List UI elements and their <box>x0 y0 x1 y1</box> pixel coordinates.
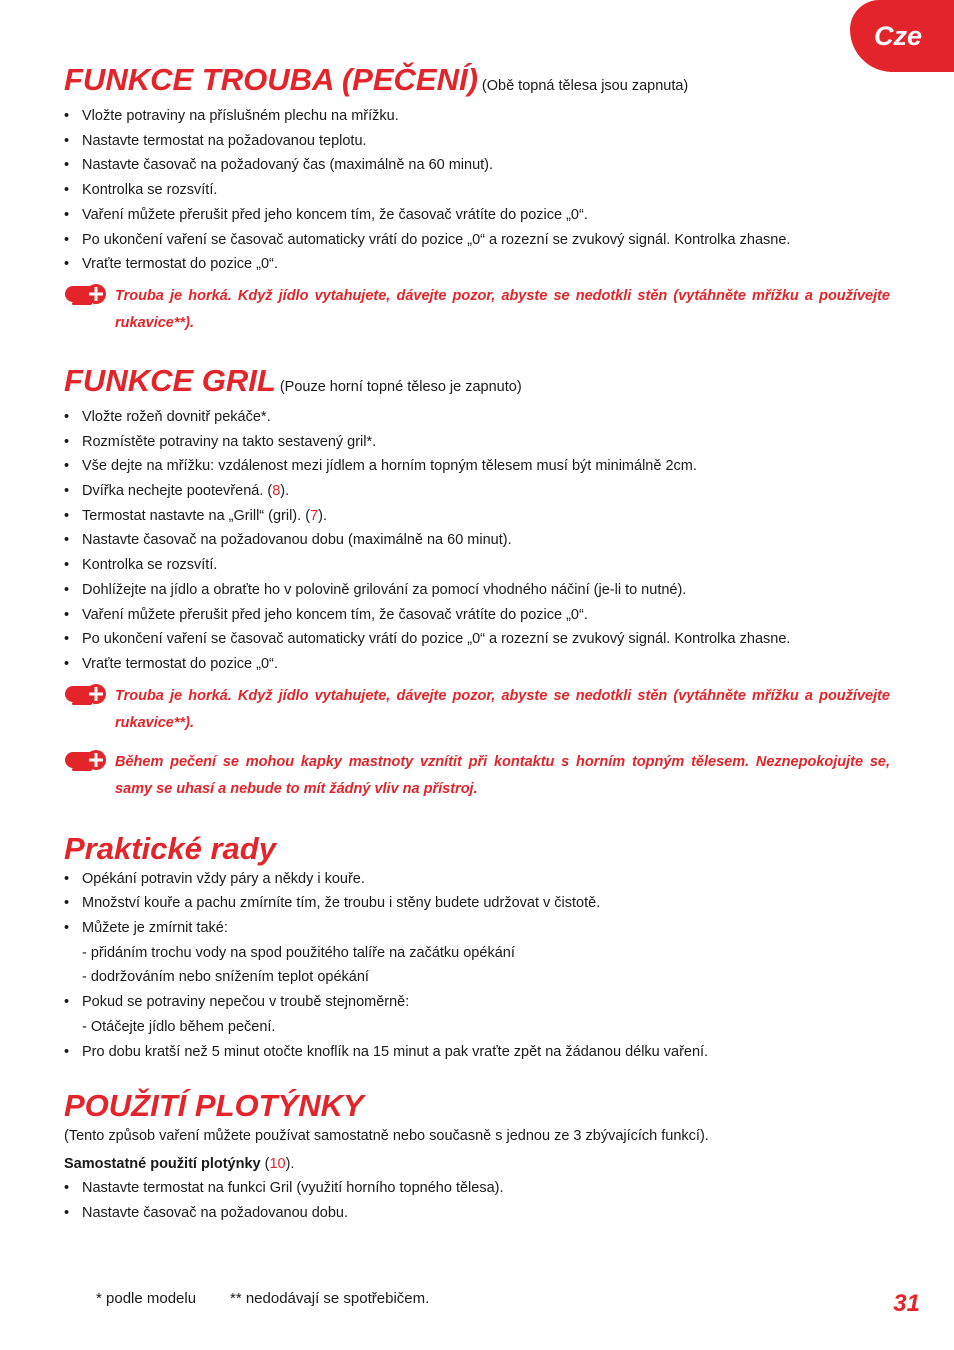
section-hotplate-list <box>64 1176 890 1225</box>
list-item: • Rozmístěte potraviny na takto sestavený gril*. <box>64 430 890 455</box>
section-hotplate-label <box>64 1152 890 1176</box>
footnote-supplied: ** nedodávají se spotřebičem. <box>230 1290 430 1307</box>
language-label: Cze <box>874 20 923 51</box>
section-oven-list <box>64 104 890 277</box>
section-tips-list <box>64 867 890 1065</box>
figure-ref: 10 <box>269 1156 286 1173</box>
list-item: • Vraťte termostat do pozice „0“. <box>64 652 890 677</box>
list-item: • Můžete je zmírnit také: <box>64 916 890 941</box>
page-number: 31 <box>893 1290 920 1317</box>
section-oven-title <box>64 62 890 104</box>
list-item: • Množství kouře a pachu zmírníte tím, že troubu i stěny budete udržovat v čistotě. <box>64 891 890 916</box>
list-item: • Opékání potravin vždy páry a někdy i kouře. <box>64 867 890 892</box>
warning-hand-icon <box>64 683 108 707</box>
list-subitem: - dodržováním nebo snížením teplot opékání <box>82 969 369 986</box>
section-tips-title: Praktické rady <box>64 830 276 866</box>
warning-note <box>64 749 890 803</box>
ref-close: ). <box>285 1156 295 1173</box>
warning-hand-icon <box>64 283 108 307</box>
section-hotplate-intro: (Tento způsob vaření můžete používat samostatně nebo současně s jednou ze 3 zbývajících funkcí). <box>64 1128 709 1145</box>
list-item: • Vaření můžete přerušit před jeho koncem tím, že časovač vrátíte do pozice „0“. <box>64 203 890 228</box>
footnote-model: * podle modelu <box>96 1290 197 1307</box>
section-oven-heading: FUNKCE TROUBA (PEČENÍ) <box>64 62 478 97</box>
figure-ref: 8 <box>272 483 281 500</box>
warning-text: Trouba je horká. Když jídlo vytahujete, dávejte pozor, abyste se nedotkli stěn (vytáhněte mřížku a používejte rukavice**). <box>115 687 890 731</box>
figure-ref: 7 <box>310 507 319 524</box>
warning-hand-icon <box>64 749 108 773</box>
section-hotplate-title: POUŽITÍ PLOTÝNKY <box>64 1088 364 1124</box>
list-item-text: Termostat nastavte na „Grill“ (gril). ( <box>82 507 311 524</box>
section-grill-title <box>64 363 890 405</box>
section-grill-heading: FUNKCE GRIL <box>64 362 276 398</box>
list-item: • Vše dejte na mřížku: vzdálenost mezi jídlem a horním topným tělesem musí být minimálně 2cm. <box>64 454 890 479</box>
section-grill-list <box>64 405 890 677</box>
warning-text: Během pečení se mohou kapky mastnoty vznítit při kontaktu s horním topným tělesem. Neznepokojujte se, samy se uhasí a nebude to mít žádný vliv na přístroj. <box>115 753 890 797</box>
ref-open: ( <box>260 1156 270 1173</box>
list-subitem: - přidáním trochu vody na spod použitého talíře na začátku opékání <box>82 944 515 961</box>
list-item: • Nastavte časovač na požadovanou dobu. <box>64 1201 890 1226</box>
bold-label: Samostatné použití plotýnky <box>64 1156 261 1173</box>
list-item: • Vaření můžete přerušit před jeho koncem tím, že časovač vrátíte do pozice „0“. <box>64 603 890 628</box>
list-item: • Pokud se potraviny nepečou v troubě stejnoměrně: <box>64 990 890 1015</box>
list-subitem: - Otáčejte jídlo během pečení. <box>82 1018 276 1035</box>
list-item-end: ). <box>318 507 327 524</box>
list-item: • Nastavte časovač na požadovanou dobu (maximálně na 60 minut). <box>64 528 890 553</box>
section-oven-subtitle: (Obě topná tělesa jsou zapnuta) <box>481 78 689 94</box>
list-item: • Nastavte časovač na požadovaný čas (maximálně na 60 minut). <box>64 153 890 178</box>
list-item: • Po ukončení vaření se časovač automaticky vrátí do pozice „0“ a rozezní se zvukový signál. Kontrolka zhasne. <box>64 228 890 253</box>
list-item: • Vraťte termostat do pozice „0“. <box>64 252 890 277</box>
warning-text: Trouba je horká. Když jídlo vytahujete, dávejte pozor, abyste se nedotkli stěn (vytáhněte mřížku a používejte rukavice**). <box>115 287 890 331</box>
section-grill-subtitle: (Pouze horní topné těleso je zapnuto) <box>279 378 522 395</box>
page-content <box>64 62 890 1226</box>
list-item: • Kontrolka se rozsvítí. <box>64 553 890 578</box>
list-item <box>64 504 890 529</box>
list-item: • Vložte rožeň dovnitř pekáče*. <box>64 405 890 430</box>
warning-note <box>64 683 890 737</box>
list-item: • Vložte potraviny na příslušném plechu na mřížku. <box>64 104 890 129</box>
list-item: • Nastavte termostat na požadovanou teplotu. <box>64 129 890 154</box>
list-item: • Kontrolka se rozsvítí. <box>64 178 890 203</box>
list-item: • Pro dobu kratší než 5 minut otočte knoflík na 15 minut a pak vraťte zpět na žádanou délku vaření. <box>64 1040 890 1065</box>
list-item-end: ). <box>280 483 290 500</box>
list-item: • Nastavte termostat na funkci Gril (využití horního topného tělesa). <box>64 1176 890 1201</box>
list-item-text: Dvířka nechejte pootevřená. ( <box>82 483 273 500</box>
list-item: • Dohlížejte na jídlo a obraťte ho v polovině grilování za pomocí vhodného náčiní (je-li to nutné). <box>64 578 890 603</box>
list-item: • Po ukončení vaření se časovač automaticky vrátí do pozice „0“ a rozezní se zvukový signál. Kontrolka zhasne. <box>64 627 890 652</box>
list-item <box>64 479 890 504</box>
warning-note <box>64 283 890 337</box>
